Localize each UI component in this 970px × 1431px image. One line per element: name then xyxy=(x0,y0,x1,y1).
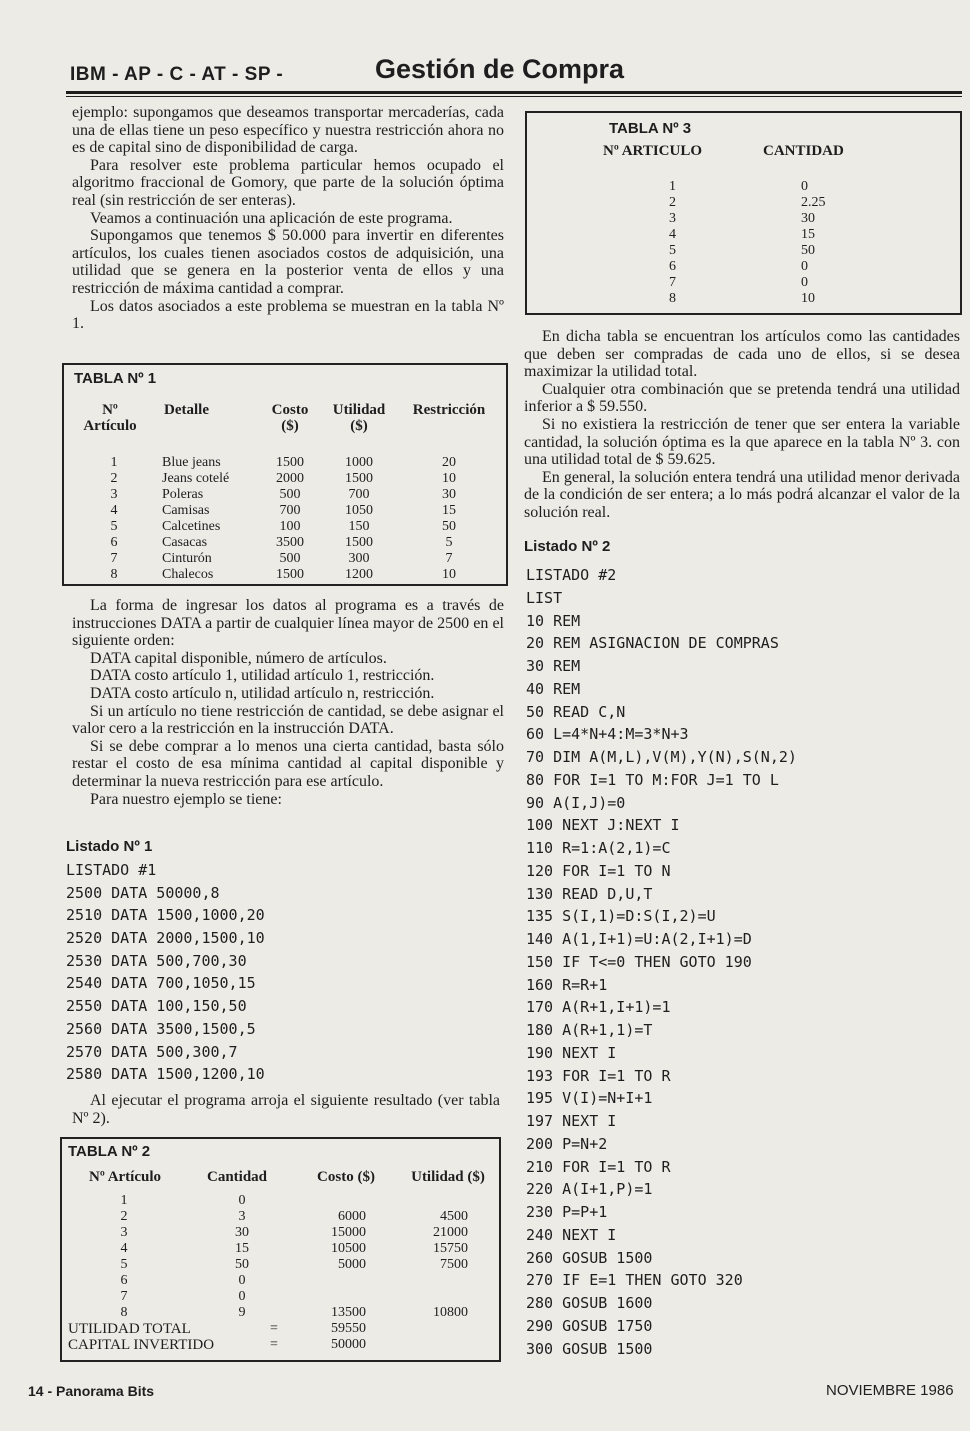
cell: 1500 xyxy=(345,535,373,550)
cell: 4500 xyxy=(440,1209,468,1224)
code-line: 193 FOR I=1 TO R xyxy=(526,1066,671,1085)
cell: Poleras xyxy=(162,487,204,502)
code-line: 50 READ C,N xyxy=(526,702,626,721)
code-line: 160 R=R+1 xyxy=(526,975,608,994)
header-rule xyxy=(66,91,962,94)
code-line: 200 P=N+2 xyxy=(526,1134,608,1153)
code-line: 10 REM xyxy=(526,611,581,630)
cell: 0 xyxy=(801,259,808,274)
cell: 30 xyxy=(801,211,815,226)
paragraph: Supongamos que tenemos $ 50.000 para invertir en diferentes artículos, los cuales tienen asociados costos de adquisición, una utilidad que se genera en la posterior venta de ellos y una restricción de máxima cantidad a comprar. xyxy=(72,227,504,297)
paragraph: Cualquier otra combinación que se pretenda tendrá una utilidad inferior a $ 59.550. xyxy=(524,380,960,416)
paragraph: En general, la solución entera tendrá una utilidad menor derivada de la condición de ser entera; a lo más podrá alcanzar el valor de la solución real. xyxy=(524,468,960,521)
cell: 9 xyxy=(238,1305,246,1320)
cell: 700 xyxy=(279,503,301,518)
paragraph: Al ejecutar el programa arroja el siguiente resultado (ver tabla Nº 2). xyxy=(72,1092,500,1127)
code-line: LIST xyxy=(526,588,563,607)
paragraph: La forma de ingresar los datos al programa es a través de instrucciones DATA a partir de cualquier línea mayor de 2500 en el siguiente orden: xyxy=(72,597,504,650)
cell: Casacas xyxy=(162,535,208,550)
cell: 6000 xyxy=(338,1209,366,1224)
cell: 10 xyxy=(801,291,815,306)
footer-date: NOVIEMBRE 1986 xyxy=(826,1382,954,1399)
paragraph: Veamos a continuación una aplicación de este programa. xyxy=(90,209,453,227)
cell: 0 xyxy=(801,275,808,290)
code-line: 2580 DATA 1500,1200,10 xyxy=(66,1065,265,1084)
footer-page-number: 14 - Panorama Bits xyxy=(28,1383,155,1399)
code-line: 80 FOR I=1 TO M:FOR J=1 TO L xyxy=(526,770,779,789)
code-line: 290 GOSUB 1750 xyxy=(526,1316,653,1335)
cell: Jeans cotelé xyxy=(162,471,230,486)
cell: 3500 xyxy=(276,535,304,550)
cell: Cinturón xyxy=(162,551,212,566)
code-line: 20 REM ASIGNACION DE COMPRAS xyxy=(526,634,779,653)
code-line: 170 A(R+1,I+1)=1 xyxy=(526,998,671,1017)
paragraph: Si un artículo no tiene restricción de cantidad, se debe asignar el valor cero a la restricción en la instrucción DATA. xyxy=(72,702,504,738)
cell: 15750 xyxy=(433,1241,468,1256)
code-line: 300 GOSUB 1500 xyxy=(526,1339,653,1358)
column-header: ($) xyxy=(350,418,368,434)
cell: Camisas xyxy=(162,503,210,518)
code-line: LISTADO #1 xyxy=(66,861,157,879)
cell: 1000 xyxy=(345,455,373,470)
cell: 6 xyxy=(120,1273,128,1288)
header-rule-thin xyxy=(66,96,962,97)
column-header: Artículo xyxy=(83,418,137,434)
cell: 7 xyxy=(120,1289,128,1304)
cell: 1 xyxy=(669,179,676,194)
table-title: TABLA Nº 2 xyxy=(68,1143,151,1160)
cell: 0 xyxy=(238,1289,246,1304)
cell: 2 xyxy=(669,195,676,210)
cell: 3 xyxy=(120,1225,128,1240)
cell: 21000 xyxy=(433,1225,468,1240)
cell: 5 xyxy=(110,519,118,534)
code-line: 135 S(I,1)=D:S(I,2)=U xyxy=(526,907,716,926)
cell: 10 xyxy=(442,471,456,486)
cell: Chalecos xyxy=(162,567,214,582)
cell: 1 xyxy=(110,455,118,470)
cell: 500 xyxy=(279,487,301,502)
cell: 50 xyxy=(235,1257,249,1272)
cell: 8 xyxy=(120,1305,128,1320)
column-header: Utilidad xyxy=(332,402,386,418)
code-line: 2550 DATA 100,150,50 xyxy=(66,997,247,1016)
column-header: Nº xyxy=(102,402,118,418)
cell: 150 xyxy=(348,519,370,534)
cell: 6 xyxy=(669,259,676,274)
cell: 2.25 xyxy=(801,195,826,210)
code-line: 240 NEXT I xyxy=(526,1225,617,1244)
code-line: 260 GOSUB 1500 xyxy=(526,1248,653,1267)
cell: 5 xyxy=(669,243,676,258)
paragraph: Los datos asociados a este problema se muestran en la tabla Nº 1. xyxy=(72,297,504,333)
cell: 5000 xyxy=(338,1257,366,1272)
cell: 8 xyxy=(110,567,118,582)
cell: 5 xyxy=(445,535,453,550)
code-line: 110 R=1:A(2,1)=C xyxy=(526,839,671,857)
cell: 8 xyxy=(669,291,676,306)
cell: 15 xyxy=(442,503,456,518)
column-header: ($) xyxy=(281,418,299,434)
code-line: 2500 DATA 50000,8 xyxy=(66,883,220,902)
cell: 10 xyxy=(442,567,456,582)
cell: 4 xyxy=(120,1241,128,1256)
cell: 500 xyxy=(279,551,301,566)
paragraph: ejemplo: supongamos que deseamos transportar mercaderías, cada una de ellas tiene un peso específico y nuestra restricción ahora no es de capital sino de disponibilidad de carga. xyxy=(72,104,504,157)
cell: 50 xyxy=(801,243,815,258)
cell: 3 xyxy=(110,487,118,502)
paragraph: DATA costo artículo n, utilidad artículo n, restricción. xyxy=(90,684,435,702)
cell: Calcetines xyxy=(162,519,221,534)
cell: 1500 xyxy=(276,567,304,582)
cell: Blue jeans xyxy=(162,455,221,470)
code-line: 2540 DATA 700,1050,15 xyxy=(66,974,256,993)
cell: 0 xyxy=(801,179,808,194)
cell: 7 xyxy=(110,551,118,566)
total-value: 50000 xyxy=(331,1337,366,1352)
cell: 2000 xyxy=(276,471,304,486)
result-intro-text xyxy=(72,1092,500,1127)
code-line: 210 FOR I=1 TO R xyxy=(526,1157,671,1176)
cell: 30 xyxy=(235,1225,249,1240)
code-line: 195 V(I)=N+I+1 xyxy=(526,1089,653,1108)
code-line: 150 IF T<=0 THEN GOTO 190 xyxy=(526,952,752,971)
code-line: 2570 DATA 500,300,7 xyxy=(66,1042,238,1061)
code-line: 190 NEXT I xyxy=(526,1043,617,1062)
cell: 4 xyxy=(110,503,118,518)
code-line: 120 FOR I=1 TO N xyxy=(526,861,671,880)
cell: 7500 xyxy=(440,1257,468,1272)
column-header: Nº ARTICULO xyxy=(603,143,703,159)
total-eq: = xyxy=(270,1321,278,1336)
cell: 1 xyxy=(120,1193,128,1208)
total-label: CAPITAL INVERTIDO xyxy=(68,1337,215,1353)
cell: 700 xyxy=(348,487,370,502)
total-eq: = xyxy=(270,1337,278,1352)
page-title: Gestión de Compra xyxy=(375,54,625,84)
paragraph: Para nuestro ejemplo se tiene: xyxy=(90,790,282,808)
cell: 13500 xyxy=(331,1305,366,1320)
code-line: 2520 DATA 2000,1500,10 xyxy=(66,929,265,948)
cell: 10500 xyxy=(331,1241,366,1256)
code-line: 100 NEXT J:NEXT I xyxy=(526,816,680,835)
column-header: Costo xyxy=(271,402,309,418)
code-line: 30 REM xyxy=(526,657,581,675)
total-value: 59550 xyxy=(331,1321,366,1336)
paragraph: Si se debe comprar a lo menos una cierta cantidad, basta sólo restar el costo de esa mínima cantidad al capital disponible y determinar la nueva restricción para ese artículo. xyxy=(72,737,504,790)
code-line: 280 GOSUB 1600 xyxy=(526,1294,653,1312)
code-line: 90 A(I,J)=0 xyxy=(526,793,626,812)
code-line: 220 A(I+1,P)=1 xyxy=(526,1180,653,1199)
listing-1-title: Listado Nº 1 xyxy=(66,838,153,855)
code-line: 130 READ D,U,T xyxy=(526,884,653,903)
column-header: Restricción xyxy=(412,402,486,418)
column-header: Cantidad xyxy=(206,1169,268,1185)
cell: 0 xyxy=(238,1273,246,1288)
code-line: 40 REM xyxy=(526,679,581,698)
paragraph: DATA costo artículo 1, utilidad artículo 1, restricción. xyxy=(90,667,435,685)
cell: 50 xyxy=(442,519,456,534)
listing-2-code xyxy=(526,564,797,1360)
cell: 15000 xyxy=(331,1225,366,1240)
listing-1-code xyxy=(66,859,265,1086)
cell: 7 xyxy=(445,551,453,566)
code-line: 140 A(1,I+1)=U:A(2,I+1)=D xyxy=(526,930,752,948)
cell: 20 xyxy=(442,455,456,470)
listing-2-title: Listado Nº 2 xyxy=(524,538,611,555)
paragraph: Si no existiera la restricción de tener que ser entera la variable cantidad, la solución óptima es la que aparece en la tabla Nº 3. con una utilidad total de $ 59.625. xyxy=(524,415,960,469)
paragraph: En dicha tabla se encuentran los artículos como las cantidades que deben ser compradas de cada uno de ellos, si se desea maximizar la utilidad total. xyxy=(524,328,960,381)
cell: 7 xyxy=(669,275,676,290)
cell: 15 xyxy=(235,1241,249,1256)
cell: 15 xyxy=(801,227,815,242)
cell: 10800 xyxy=(433,1305,468,1320)
column-header: Costo ($) xyxy=(317,1169,375,1185)
intro-text xyxy=(72,104,504,333)
code-line: 2510 DATA 1500,1000,20 xyxy=(66,906,265,925)
total-label: UTILIDAD TOTAL xyxy=(68,1321,191,1337)
cell: 2 xyxy=(110,471,118,486)
cell: 1500 xyxy=(345,471,373,486)
cell: 30 xyxy=(442,487,456,502)
table-2 xyxy=(60,1137,501,1362)
code-line: 60 L=4*N+4:M=3*N+3 xyxy=(526,725,689,744)
cell: 5 xyxy=(120,1257,128,1272)
header-section-tags: IBM - AP - C - AT - SP - xyxy=(70,64,284,85)
cell: 3 xyxy=(238,1209,246,1224)
column-header: Nº Artículo xyxy=(88,1169,162,1185)
cell: 1050 xyxy=(345,503,373,518)
code-line: 197 NEXT I xyxy=(526,1112,617,1130)
table-1 xyxy=(62,363,508,586)
column-header: Detalle xyxy=(164,402,209,418)
table-title: TABLA Nº 3 xyxy=(609,120,692,137)
cell: 4 xyxy=(669,227,676,242)
code-line: LISTADO #2 xyxy=(526,566,617,584)
paragraph: Para resolver este problema particular hemos ocupado el algoritmo fraccional de Gomory, que parte de la solución óptima real (sin restricción de ser enteras). xyxy=(72,156,504,209)
cell: 300 xyxy=(348,551,370,566)
table-title: TABLA Nº 1 xyxy=(74,370,157,387)
column-header: CANTIDAD xyxy=(763,143,844,159)
cell: 1200 xyxy=(345,567,373,582)
column-header: Utilidad ($) xyxy=(411,1169,485,1185)
code-line: 70 DIM A(M,L),V(M),Y(N),S(N,2) xyxy=(526,748,797,766)
cell: 3 xyxy=(669,211,676,226)
cell: 2 xyxy=(120,1209,128,1224)
cell: 100 xyxy=(279,519,301,534)
table-3 xyxy=(525,111,962,315)
code-line: 230 P=P+1 xyxy=(526,1203,608,1221)
cell: 1500 xyxy=(276,455,304,470)
code-line: 2530 DATA 500,700,30 xyxy=(66,951,247,970)
code-line: 270 IF E=1 THEN GOTO 320 xyxy=(526,1271,743,1290)
analysis-text xyxy=(524,328,960,522)
code-line: 2560 DATA 3500,1500,5 xyxy=(66,1019,256,1038)
code-line: 180 A(R+1,1)=T xyxy=(526,1021,653,1039)
paragraph: DATA capital disponible, número de artículos. xyxy=(90,649,387,667)
cell: 0 xyxy=(238,1193,246,1208)
cell: 6 xyxy=(110,535,118,550)
data-instructions-text xyxy=(72,597,504,808)
